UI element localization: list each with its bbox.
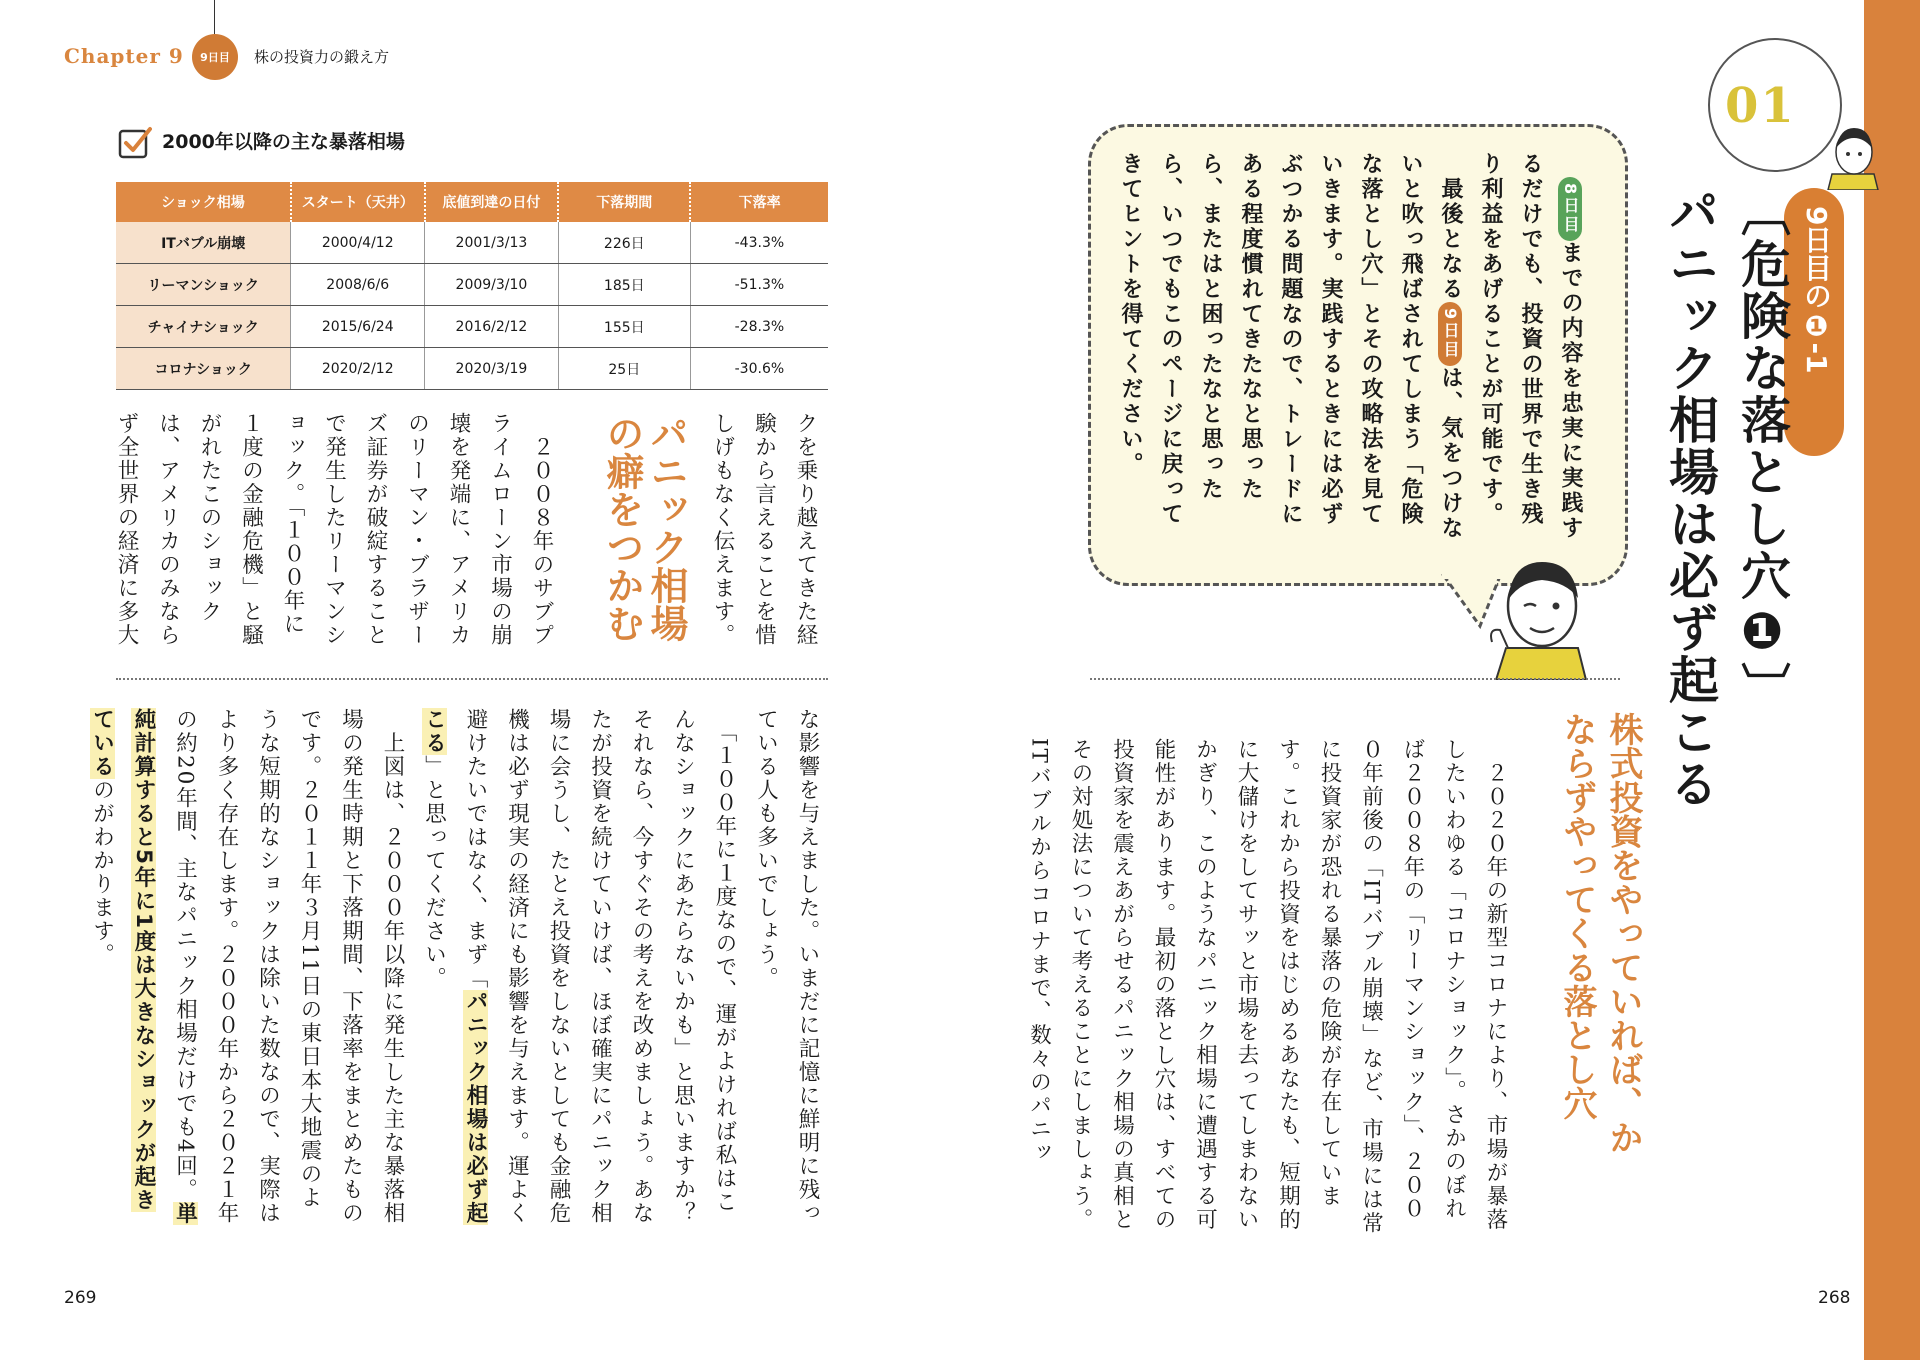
character-small-illustration bbox=[1826, 120, 1880, 190]
subheading: 株式投資をやっていれば、かならずやってくる落とし穴 bbox=[1557, 712, 1643, 1154]
table-cell: 2015/6/24 bbox=[291, 306, 425, 348]
divider bbox=[1090, 678, 1620, 680]
header-rule bbox=[214, 0, 215, 34]
table-header-row bbox=[116, 182, 828, 222]
table-cell: 2000/4/12 bbox=[291, 222, 425, 264]
highlight-text: パニック相場は必ず起こる bbox=[421, 708, 488, 1225]
header-title: 株の投資力の鍛え方 bbox=[254, 48, 390, 66]
table-cell: 2020/2/12 bbox=[291, 348, 425, 390]
column-header: ショック相場 bbox=[116, 182, 291, 222]
paragraph: 上図は、２０００年以降に発生した主な暴落相場の発生時期と下落期間、下落率をまとめたものです。２０１１年３月11日の東日本大地震のような短期的なショックは除いた数なので、実際はより多く存在します。２０００年から２０２１年の約20年間、主なパニック相場だけでも4回。 bbox=[172, 708, 405, 1225]
table-cell: 155日 bbox=[558, 306, 690, 348]
checkbox-icon bbox=[118, 125, 152, 159]
paragraph: 」と思ってください。 bbox=[421, 755, 447, 990]
table-cell: リーマンショック bbox=[116, 264, 291, 306]
table-cell: -43.3% bbox=[690, 222, 828, 264]
table-cell: コロナショック bbox=[116, 348, 291, 390]
chip-day8: 8日目 bbox=[1558, 177, 1582, 241]
section-number: 01 bbox=[1725, 78, 1796, 134]
column-header: 下落期間 bbox=[558, 182, 690, 222]
chip-day9: 9日目 bbox=[1438, 302, 1462, 366]
bubble-sentence: は、気をつけないと吹っ飛ばされてしまう「危険な落とし穴」とその攻略法を見ていきます。実践するときには必ずぶつかる問題なので、トレードにある程度慣れてきたなと思ったら、またはと困ったなと思ったら、いつでもこのページに戻ってきてヒントを得てください。 bbox=[1118, 152, 1463, 542]
column-header: 下落率 bbox=[690, 182, 828, 222]
main-title-line2: パニック相場は必ず起こる bbox=[1661, 186, 1719, 810]
table-cell: 2016/2/12 bbox=[425, 306, 559, 348]
table-cell: 2001/3/13 bbox=[425, 222, 559, 264]
left-upper-text-a: クを乗り越えてきた経験から言えることを惜しげもなく伝えます。 bbox=[710, 412, 818, 647]
section-heading: パニック相場の癖をつかむ bbox=[600, 414, 688, 642]
table-row bbox=[116, 222, 828, 264]
column-header: スタート（天井） bbox=[291, 182, 425, 222]
column-header: 底値到達の日付 bbox=[425, 182, 559, 222]
highlight-text: 単純計算すると5年に1度は大きなショックが起きている bbox=[89, 708, 198, 1226]
side-band bbox=[1864, 0, 1920, 1360]
crash-table bbox=[116, 182, 828, 390]
table-cell: 226日 bbox=[558, 222, 690, 264]
paragraph: 「１００年に１度なので、運がよければ私はこんなショックにあたらないかも」と思いますか？ それなら、今すぐその考えを改めましょう。あなたが投資を続けていけば、ほぼ確実にパニック相場に会うし、たとえ投資をしないとしても金融危機は必ず現実の経済にも影響を与えます。運よく避けたいではなく、まず「 bbox=[463, 708, 737, 1249]
divider bbox=[116, 678, 828, 680]
bubble-indent bbox=[1558, 152, 1583, 177]
day-pill-label: 9日目の❶-1 bbox=[1800, 206, 1833, 374]
table-cell: ITバブル崩壊 bbox=[116, 222, 291, 264]
table-row bbox=[116, 306, 828, 348]
left-upper-text-b: ２００８年のサブプライムローン市場の崩壊を発端に、アメリカのリーマン・ブラザーズ証券が破綻することで発生したリーマンショック。「１００年に１度の金融危機」と騒がれたこのショックは、アメリカのみならず全世界の経済に多大 bbox=[114, 412, 554, 647]
table-row bbox=[116, 348, 828, 390]
paragraph: な影響を与えました。いまだに記憶に鮮明に残っている人も多いでしょう。 bbox=[753, 708, 820, 1225]
chapter-label: Chapter 9 bbox=[64, 44, 184, 68]
table-cell: 25日 bbox=[558, 348, 690, 390]
table-cell: -28.3% bbox=[690, 306, 828, 348]
table-title: 2000年以降の主な暴落相場 bbox=[162, 131, 405, 153]
bubble-sentence: までの内容を忠実に実践するだけでも、投資の世界で生き残り利益をあげることが可能です。 bbox=[1478, 152, 1583, 542]
right-body-text: ２０２０年の新型コロナにより、市場が暴落したいわゆる「コロナショック」。さかのぼれば２００８年の「リーマンショック」、２０００年前後の「ITバブル崩壊」など、市場には常に投資家が恐れる暴落の危険が存在しています。これから投資をはじめるあなたも、短期的に大儲けをしてサッと市場を去ってしまわないかぎり、このようなパニック相場に遭遇する可能性があります。最初の落とし穴は、すべての投資家を震えあがらせるパニック相場の真相とその対処法について考えることにしましょう。ITバブルからコロナまで、数々のパニッ bbox=[1026, 738, 1508, 1235]
character-illustration bbox=[1486, 548, 1594, 680]
table-cell: 2008/6/6 bbox=[291, 264, 425, 306]
main-title-line1: 〔危険な落とし穴❶〕 bbox=[1733, 186, 1791, 714]
table-cell: 185日 bbox=[558, 264, 690, 306]
table-cell: 2020/3/19 bbox=[425, 348, 559, 390]
table-cell: 2009/3/10 bbox=[425, 264, 559, 306]
table-cell: -51.3% bbox=[690, 264, 828, 306]
page-number: 268 bbox=[1818, 1288, 1851, 1308]
table-row bbox=[116, 264, 828, 306]
table-cell: チャイナショック bbox=[116, 306, 291, 348]
bubble-sentence: 最後となる bbox=[1438, 152, 1463, 302]
bubble-text bbox=[1110, 152, 1590, 542]
page-number: 269 bbox=[64, 1288, 97, 1308]
day-badge: 9日目 bbox=[192, 34, 238, 80]
table-cell: -30.6% bbox=[690, 348, 828, 390]
paragraph: のがわかります。 bbox=[89, 778, 115, 967]
left-lower-text bbox=[89, 708, 828, 1249]
